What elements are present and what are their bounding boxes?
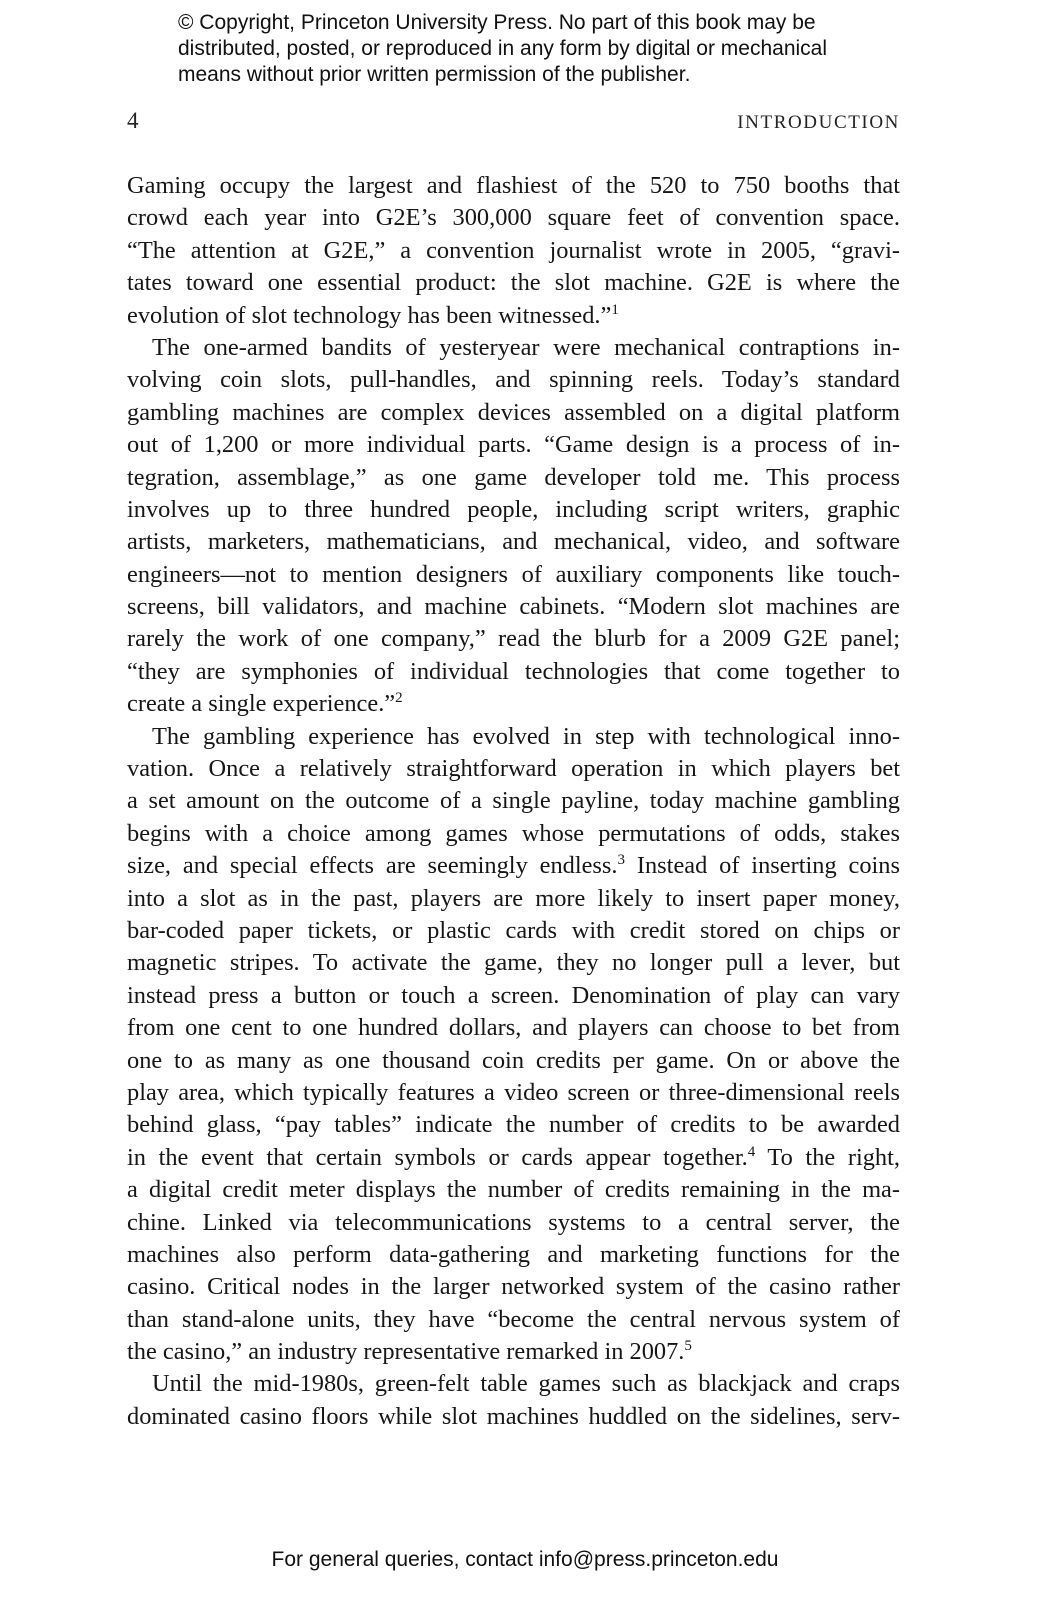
text-line bbox=[127, 1109, 900, 1141]
text-line bbox=[127, 1174, 900, 1206]
text-line-content: engineers—not to mention designers of auxiliary components like touch- bbox=[127, 560, 900, 588]
text-line-content: tegration, assemblage,” as one game developer told me. This process bbox=[127, 463, 900, 491]
text-line-content: a digital credit meter displays the number of credits remaining in the ma- bbox=[127, 1176, 900, 1204]
text-line bbox=[127, 332, 900, 364]
text-line-content: dominated casino floors while slot machines huddled on the sidelines, serv- bbox=[127, 1402, 900, 1430]
text-line bbox=[127, 170, 900, 202]
text-line-content: involves up to three hundred people, including script writers, graphic bbox=[127, 495, 900, 523]
text-line-continuation: Instead of inserting coins bbox=[625, 852, 900, 880]
text-line-content: create a single experience.” bbox=[127, 690, 396, 718]
text-line-continuation: To the right, bbox=[755, 1143, 900, 1171]
footnote-marker: 4 bbox=[747, 1143, 756, 1160]
text-line-content: from one cent to one hundred dollars, and players can choose to bet from bbox=[127, 1014, 900, 1042]
footnote-marker: 3 bbox=[617, 852, 626, 869]
text-line-content: The one-armed bandits of yesteryear were mechanical contraptions in- bbox=[152, 333, 900, 361]
text-line-content: “they are symphonies of individual technologies that come together to bbox=[127, 657, 900, 685]
text-line-content: tates toward one essential product: the slot machine. G2E is where the bbox=[127, 269, 900, 297]
contact-footer: For general queries, contact info@press.princeton.edu bbox=[271, 1548, 779, 1571]
text-line bbox=[127, 883, 900, 915]
text-line-content: casino. Critical nodes in the larger networked system of the casino rather bbox=[127, 1273, 900, 1301]
text-line-content: behind glass, “pay tables” indicate the number of credits to be awarded bbox=[127, 1111, 900, 1139]
text-line bbox=[127, 785, 900, 817]
text-line bbox=[127, 1336, 900, 1368]
text-line bbox=[127, 850, 900, 882]
text-line bbox=[127, 915, 900, 947]
text-line bbox=[127, 818, 900, 850]
footnote-marker: 2 bbox=[395, 690, 403, 707]
text-line-content: The gambling experience has evolved in step with technological inno- bbox=[152, 722, 900, 750]
body-text bbox=[127, 170, 900, 1433]
text-line-content: into a slot as in the past, players are more likely to insert paper money, bbox=[127, 884, 900, 912]
text-line bbox=[127, 980, 900, 1012]
text-line bbox=[127, 656, 900, 688]
running-title: INTRODUCTION bbox=[737, 112, 900, 133]
text-line-content: the casino,” an industry representative remarked in 2007. bbox=[127, 1338, 685, 1366]
copyright-notice-line: distributed, posted, or reproduced in any form by digital or mechanical bbox=[178, 37, 828, 60]
text-line bbox=[127, 721, 900, 753]
text-line bbox=[127, 235, 900, 267]
text-line-content: Until the mid-1980s, green-felt table games such as blackjack and craps bbox=[152, 1370, 900, 1398]
text-line bbox=[127, 526, 900, 558]
text-line-content: vation. Once a relatively straightforward operation in which players bet bbox=[127, 755, 900, 783]
text-line bbox=[127, 1077, 900, 1109]
text-line bbox=[127, 300, 900, 332]
text-line-content: a set amount on the outcome of a single payline, today machine gambling bbox=[127, 787, 900, 815]
text-line bbox=[127, 1304, 900, 1336]
text-line-content: instead press a button or touch a screen. Denomination of play can vary bbox=[127, 981, 900, 1009]
copyright-notice bbox=[178, 10, 938, 88]
text-line-content: out of 1,200 or more individual parts. “Game design is a process of in- bbox=[127, 431, 900, 459]
text-line bbox=[127, 202, 900, 234]
footnote-marker: 5 bbox=[684, 1338, 692, 1355]
text-line bbox=[127, 1207, 900, 1239]
text-line bbox=[127, 591, 900, 623]
text-line-content: magnetic stripes. To activate the game, they no longer pull a lever, but bbox=[127, 949, 900, 977]
text-line bbox=[127, 1239, 900, 1271]
text-line bbox=[127, 559, 900, 591]
text-line bbox=[127, 494, 900, 526]
text-line-content: machines also perform data-gathering and marketing functions for the bbox=[127, 1240, 900, 1268]
text-line-content: than stand-alone units, they have “become the central nervous system of bbox=[127, 1305, 900, 1333]
text-line bbox=[127, 1012, 900, 1044]
text-line bbox=[127, 1045, 900, 1077]
text-line-content: play area, which typically features a video screen or three-dimensional reels bbox=[127, 1078, 900, 1106]
text-line bbox=[127, 947, 900, 979]
text-line bbox=[127, 397, 900, 429]
text-line bbox=[127, 364, 900, 396]
text-line bbox=[127, 429, 900, 461]
text-line bbox=[127, 688, 900, 720]
text-line-content: volving coin slots, pull-handles, and spinning reels. Today’s standard bbox=[127, 366, 900, 394]
text-line bbox=[127, 623, 900, 655]
text-line-content: artists, marketers, mathematicians, and mechanical, video, and software bbox=[127, 528, 900, 556]
text-line-content: in the event that certain symbols or cards appear together. bbox=[127, 1143, 748, 1171]
text-line bbox=[127, 462, 900, 494]
text-line-content: gambling machines are complex devices assembled on a digital platform bbox=[127, 398, 900, 426]
text-line bbox=[127, 1142, 900, 1174]
copyright-notice-line: means without prior written permission of the publisher. bbox=[178, 63, 691, 86]
page-number: 4 bbox=[127, 108, 139, 133]
text-line bbox=[127, 267, 900, 299]
text-line-content: screens, bill validators, and machine cabinets. “Modern slot machines are bbox=[127, 593, 900, 621]
text-line-content: Gaming occupy the largest and flashiest of the 520 to 750 booths that bbox=[127, 172, 900, 199]
text-line-content: crowd each year into G2E’s 300,000 square feet of convention space. bbox=[127, 204, 900, 232]
text-line bbox=[127, 1368, 900, 1400]
text-line-content: chine. Linked via telecommunications systems to a central server, the bbox=[127, 1208, 900, 1236]
footnote-marker: 1 bbox=[611, 301, 619, 318]
text-line bbox=[127, 753, 900, 785]
text-line-content: bar-coded paper tickets, or plastic cards with credit stored on chips or bbox=[127, 916, 900, 944]
text-line bbox=[127, 1401, 900, 1433]
text-line-content: rarely the work of one company,” read the blurb for a 2009 G2E panel; bbox=[127, 625, 900, 653]
text-line-content: begins with a choice among games whose permutations of odds, stakes bbox=[127, 819, 900, 847]
text-line-content: “The attention at G2E,” a convention journalist wrote in 2005, “gravi- bbox=[127, 236, 900, 264]
text-line bbox=[127, 1271, 900, 1303]
copyright-notice-line: © Copyright, Princeton University Press. No part of this book may be bbox=[178, 11, 816, 34]
text-line-content: size, and special effects are seemingly endless. bbox=[127, 852, 618, 880]
text-line-content: evolution of slot technology has been witnessed.” bbox=[127, 301, 612, 329]
text-line-content: one to as many as one thousand coin credits per game. On or above the bbox=[127, 1046, 900, 1074]
